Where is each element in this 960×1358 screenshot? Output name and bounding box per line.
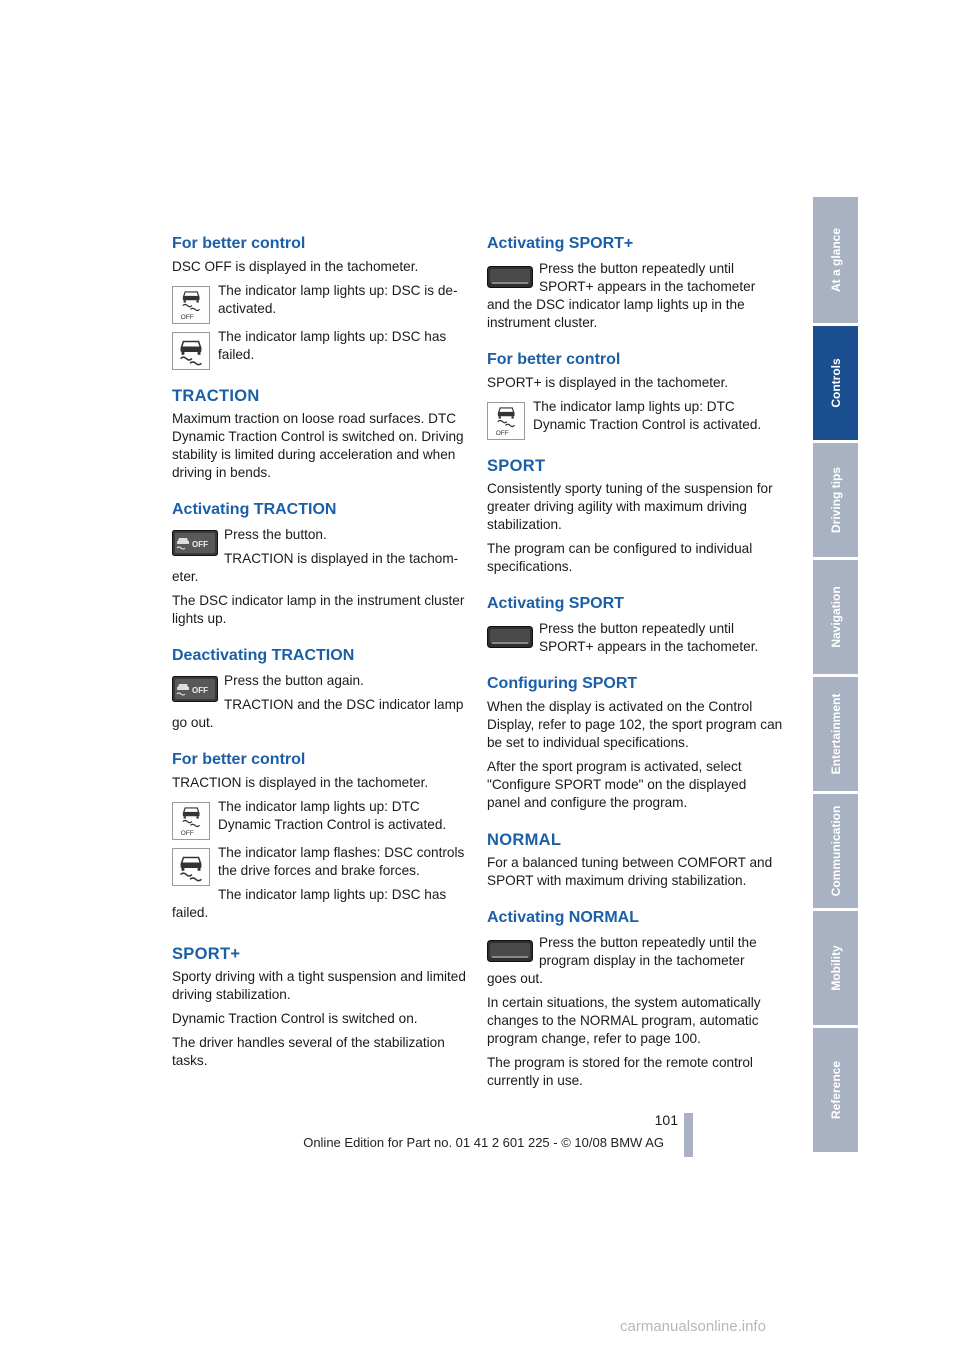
activate-sport-row (487, 620, 783, 656)
indicator-text-dsc-deactivated: The indicator lamp lights up: DSC is de-activated. (218, 283, 458, 316)
sport-button-icon (487, 626, 533, 653)
heading-sport: SPORT (487, 457, 546, 475)
indicator-row-dtc-activated (172, 798, 468, 838)
dsc-off-button-icon (172, 530, 218, 561)
dsc-lamp-text: The DSC indicator lamp in the instrument cluster lights up. (172, 593, 465, 626)
indicator-row-dsc-flashes (172, 844, 468, 904)
indicator-text-dsc-failed-2-cont: failed. (172, 905, 209, 920)
sport-description-2: The program can be configured to individual specifications. (487, 541, 753, 574)
dsc-off-indicator-icon (487, 402, 525, 440)
sport-plus-description-3: The driver handles several of the stabilization tasks. (172, 1035, 445, 1068)
tab-at-a-glance[interactable]: At a glance (813, 197, 858, 323)
heading-traction: TRACTION (172, 387, 260, 405)
dsc-off-text: DSC OFF is displayed in the tachometer. (172, 259, 419, 274)
svg-text:OFF: OFF (180, 314, 194, 322)
indicator-text-dsc-flashes: The indicator lamp flashes: DSC controls the drive forces and brake forces. (218, 845, 465, 878)
tab-communication[interactable]: Communication (813, 794, 858, 908)
activate-traction-displayed: TRACTION is displayed in the tachom- (224, 551, 459, 566)
heading-configuring-sport: Configuring SPORT (487, 675, 638, 692)
right-column (487, 234, 783, 1096)
heading-activating-traction: Activating TRACTION (172, 501, 337, 518)
sport-button-icon (487, 266, 533, 293)
svg-text:OFF: OFF (495, 430, 509, 438)
indicator-row-dsc-deactivated (172, 282, 468, 322)
dsc-indicator-icon (172, 332, 210, 370)
activate-normal-text-cont: goes out. (487, 971, 543, 986)
activate-sport-text: Press the button repeatedly until SPORT+ appears in the tachometer. (539, 621, 759, 654)
sport-plus-displayed-text: SPORT+ is displayed in the tachometer. (487, 375, 729, 390)
activate-traction-press: Press the button. (224, 527, 327, 542)
traction-displayed-text: TRACTION is displayed in the tachometer. (172, 775, 429, 790)
heading-activating-sport: Activating SPORT (487, 595, 624, 612)
heading-better-control-1: For better control (172, 235, 306, 252)
activate-sport-plus-text-cont: and the DSC indicator lamp lights up in the instrument cluster. (487, 297, 745, 330)
heading-better-control-2: For better control (172, 751, 306, 768)
watermark: carmanualsonline.info (620, 1318, 766, 1335)
dsc-off-indicator-icon (172, 286, 210, 324)
traction-description: Maximum traction on loose road surfaces. DTC Dynamic Traction Control is switched on. Driving stability is limited during acceleration and when driving in bends. (172, 411, 464, 480)
activate-traction-displayed-cont: eter. (172, 569, 199, 584)
chapter-tabs (813, 197, 858, 1155)
sport-description-1: Consistently sporty tuning of the suspension for greater driving agility with maximum driving stabilization. (487, 481, 773, 532)
dsc-off-button-icon (172, 676, 218, 707)
dsc-off-indicator-icon (172, 802, 210, 840)
deactivate-traction-row (172, 672, 468, 714)
configure-sport-text-1: When the display is activated on the Control Display, refer to page 102, the sport program can be set to individual specifications. (487, 699, 783, 750)
indicator-text-dtc-activated: The indicator lamp lights up: DTC Dynamic Traction Control is activated. (218, 799, 447, 832)
tab-navigation[interactable]: Navigation (813, 560, 858, 674)
indicator-text-dsc-failed-2: The indicator lamp lights up: DSC has (218, 887, 447, 902)
indicator-row-dsc-failed (172, 328, 468, 368)
heading-activating-normal: Activating NORMAL (487, 909, 639, 926)
sport-button-icon (487, 940, 533, 967)
tab-controls[interactable]: Controls (813, 326, 858, 440)
heading-normal: NORMAL (487, 831, 562, 849)
heading-deactivating-traction: Deactivating TRACTION (172, 647, 355, 664)
deactivate-traction-out: TRACTION and the DSC indicator lamp (224, 697, 464, 712)
heading-activating-sport-plus: Activating SPORT+ (487, 235, 634, 252)
tab-driving-tips[interactable]: Driving tips (813, 443, 858, 557)
tab-entertainment[interactable]: Entertainment (813, 677, 858, 791)
activate-sport-plus-text: Press the button repeatedly until SPORT+ appears in the tachometer (539, 261, 756, 294)
dsc-indicator-icon (172, 848, 210, 886)
deactivate-traction-press: Press the button again. (224, 673, 364, 688)
activate-traction-row (172, 526, 468, 568)
indicator-text-dsc-failed: The indicator lamp lights up: DSC has failed. (218, 329, 447, 362)
tab-reference[interactable]: Reference (813, 1028, 858, 1152)
tab-mobility[interactable]: Mobility (813, 911, 858, 1025)
heading-sport-plus: SPORT+ (172, 945, 241, 963)
page-number: 101 (654, 1112, 678, 1128)
configure-sport-text-2: After the sport program is activated, select "Configure SPORT mode" on the displayed panel and configure the program. (487, 759, 747, 810)
svg-text:OFF: OFF (180, 830, 194, 838)
sport-plus-description-2: Dynamic Traction Control is switched on. (172, 1011, 418, 1026)
left-column (172, 234, 468, 1076)
deactivate-traction-out-cont: go out. (172, 715, 214, 730)
indicator-row-dtc-activated-2 (487, 398, 783, 438)
normal-description-2: In certain situations, the system automatically changes to the NORMAL program, automatic program change, refer to page 100. (487, 995, 761, 1046)
footer-edition: Online Edition for Part no. 01 41 2 601 225 - © 10/08 BMW AG (303, 1135, 664, 1150)
normal-description-3: The program is stored for the remote control currently in use. (487, 1055, 753, 1088)
normal-description: For a balanced tuning between COMFORT and SPORT with maximum driving stabilization. (487, 855, 773, 888)
sport-plus-description-1: Sporty driving with a tight suspension and limited driving stabilization. (172, 969, 466, 1002)
heading-better-control-3: For better control (487, 351, 621, 368)
activate-sport-plus-row (487, 260, 783, 296)
activate-normal-text: Press the button repeatedly until the program display in the tachometer (539, 935, 757, 968)
indicator-text-dtc-activated-2: The indicator lamp lights up: DTC Dynamic Traction Control is activated. (533, 399, 762, 432)
activate-normal-row (487, 934, 783, 970)
page-number-bar (684, 1113, 693, 1157)
